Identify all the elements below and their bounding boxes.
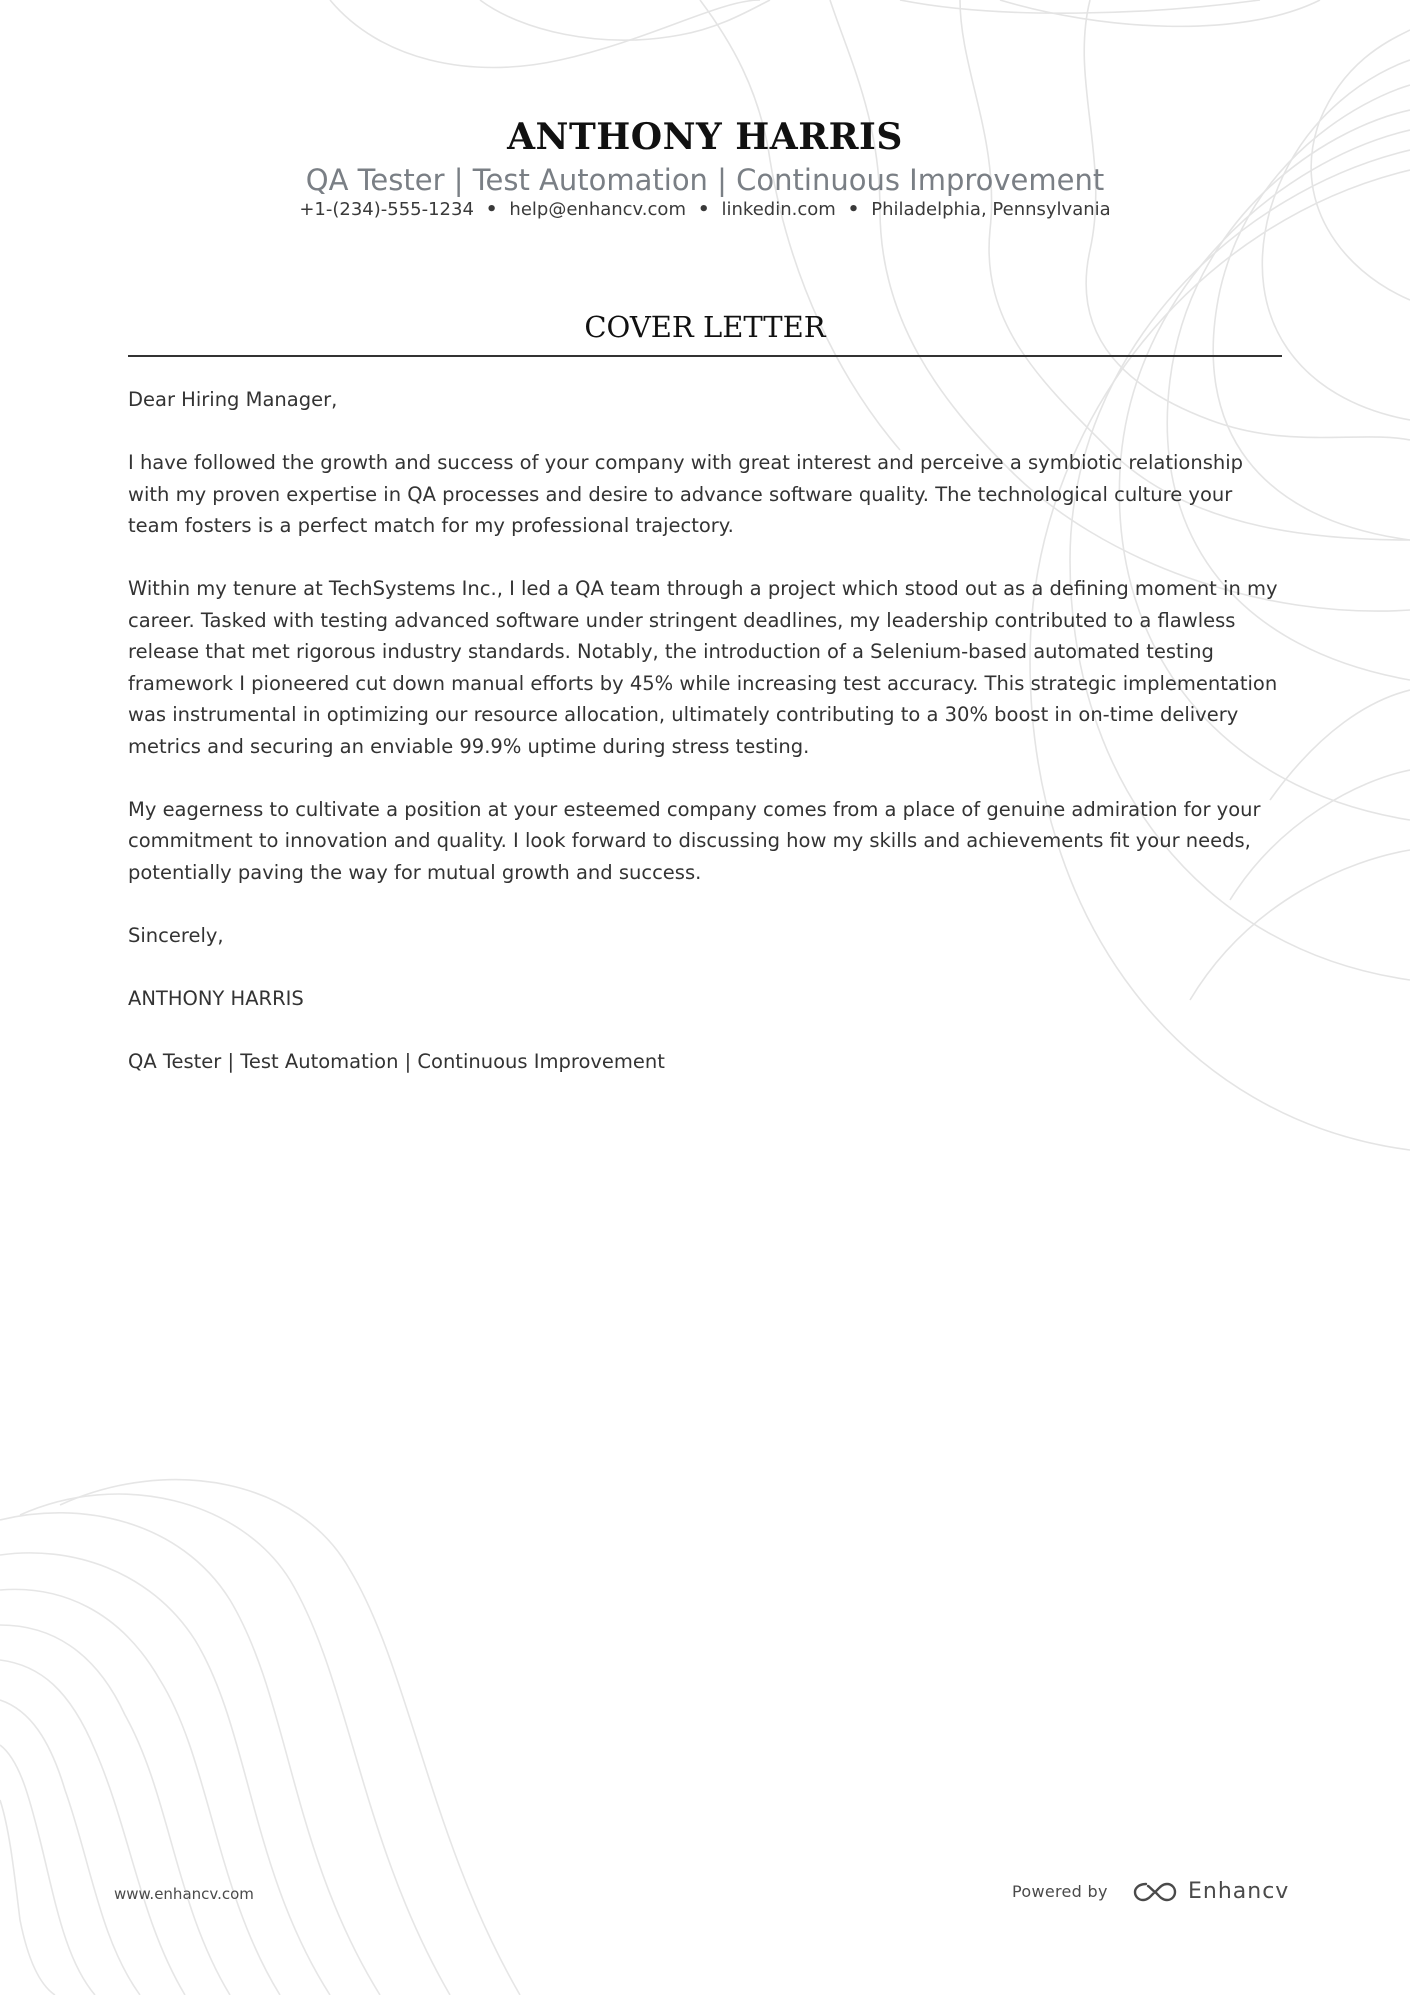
contact-separator: • bbox=[485, 199, 498, 220]
letter-paragraph-1: I have followed the growth and success of your company with great interest and perceive a symbiotic relationship with my proven expertise in QA processes and desire to advance software quality. The technological culture your team fosters is a perfect match for my professional trajectory. bbox=[128, 451, 1244, 537]
enhancv-logo-icon bbox=[1132, 1880, 1178, 1904]
enhancv-brand[interactable] bbox=[1132, 1878, 1289, 1906]
contact-bar bbox=[128, 198, 1282, 222]
section-title: COVER LETTER bbox=[584, 310, 826, 344]
footer-website-link[interactable]: www.enhancv.com bbox=[114, 1885, 254, 1903]
letter-body bbox=[128, 384, 1282, 1109]
applicant-name: ANTHONY HARRIS bbox=[507, 116, 903, 158]
signature-name: ANTHONY HARRIS bbox=[128, 986, 304, 1010]
powered-by-label: Powered by bbox=[1012, 1882, 1108, 1901]
contact-separator: • bbox=[847, 199, 860, 220]
section-divider bbox=[128, 355, 1282, 357]
salutation: Dear Hiring Manager, bbox=[128, 388, 338, 411]
closing: Sincerely, bbox=[128, 923, 224, 947]
signature-title: QA Tester | Test Automation | Continuous Improvement bbox=[128, 1049, 665, 1073]
contact-linkedin[interactable]: linkedin.com bbox=[721, 199, 836, 220]
letter-paragraph-2: Within my tenure at TechSystems Inc., I led a QA team through a project which stood out as a defining moment in my career. Tasked with testing advanced software under stringent deadlines, my leadership contributed to a flawless release that met rigorous industry standards. Notably, the introduction of a Selenium-based automated testing framework I pioneered cut down manual efforts by 45% while increasing test accuracy. This strategic implementation was instrumental in optimizing our resource allocation, ultimately contributing to a 30% boost in on-time delivery metrics and securing an enviable 99.9% uptime during stress testing. bbox=[128, 577, 1278, 758]
letter-paragraph-3: My eagerness to cultivate a position at your esteemed company comes from a place of genuine admiration for your commitment to innovation and quality. I look forward to discussing how my skills and achievements fit your needs, potentially paving the way for mutual growth and success. bbox=[128, 797, 1261, 884]
applicant-headline: QA Tester | Test Automation | Continuous Improvement bbox=[305, 163, 1105, 197]
contact-separator: • bbox=[697, 199, 710, 220]
contact-location: Philadelphia, Pennsylvania bbox=[871, 199, 1111, 220]
enhancv-brand-name: Enhancv bbox=[1188, 1879, 1290, 1904]
contact-email[interactable]: help@enhancv.com bbox=[509, 199, 686, 220]
contact-phone[interactable]: +1-(234)-555-1234 bbox=[299, 199, 474, 220]
